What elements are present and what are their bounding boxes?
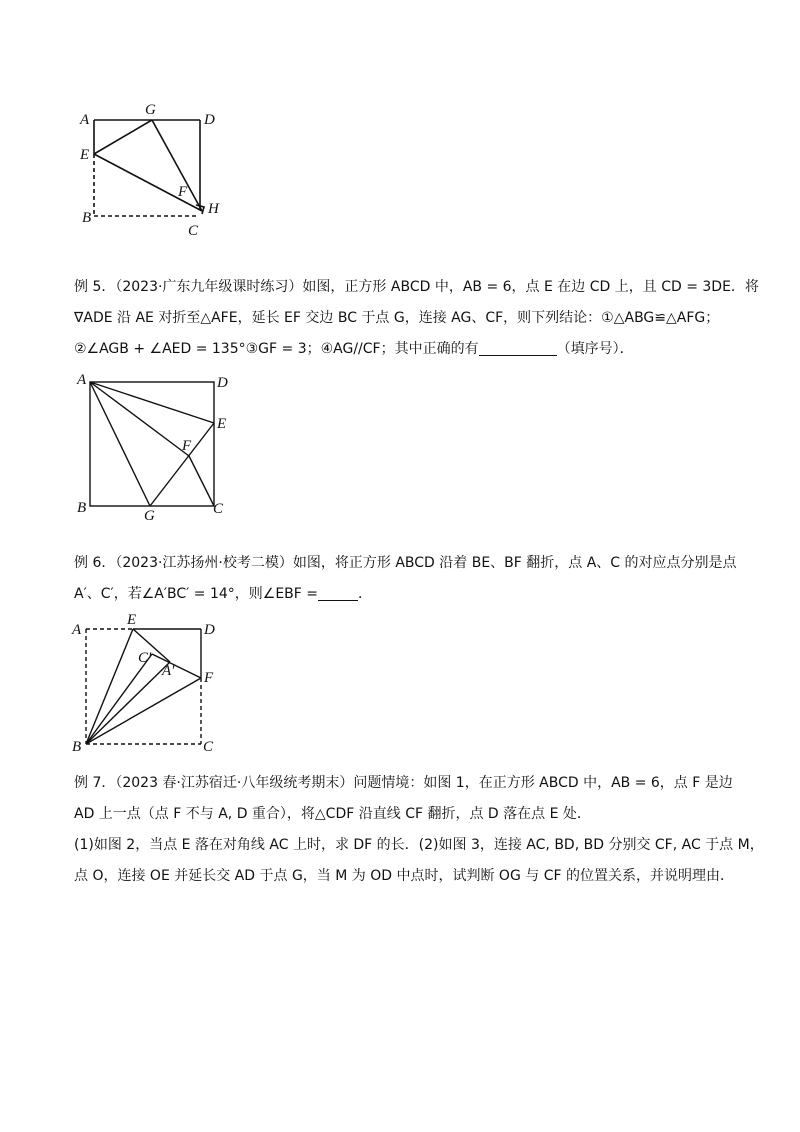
label-a: A [77, 372, 87, 388]
label-e: E [217, 416, 227, 432]
square-abcd [90, 382, 214, 506]
example-5-line-1: 例 5．（2023·广东九年级课时练习）如图，正方形 ABCD 中，AB = 6，点 E 在边 CD 上，且 CD = 3DE．将 [74, 279, 759, 295]
figure-example-5 [74, 372, 244, 522]
line-ae [90, 382, 214, 423]
example-7-line-2: AD 上一点（点 F 不与 A, D 重合），将△CDF 沿直线 CF 翻折，点 D 落在点 E 处． [74, 806, 591, 822]
label-f: F [182, 438, 192, 454]
label-b: B [77, 500, 87, 516]
example-5-text [74, 272, 759, 365]
example-6-line-2 [74, 579, 734, 610]
label-b: B [82, 210, 92, 226]
figure-top [78, 96, 228, 238]
label-d: D [217, 375, 228, 391]
label-a-prime: A′ [162, 663, 175, 679]
label-h: H [208, 201, 219, 217]
label-g: G [144, 508, 155, 524]
label-a: A [72, 622, 82, 638]
label-g: G [145, 102, 156, 118]
line-eg [150, 423, 214, 506]
label-d: D [204, 112, 215, 128]
example-7-line-1: 例 7．（2023 春·江苏宿迁·八年级统考期末）问题情境：如图 1，在正方形 ABCD 中，AB = 6，点 F 是边 [74, 775, 733, 791]
line-fc [189, 456, 214, 506]
edge-eg [94, 120, 152, 154]
line-be [86, 629, 133, 744]
label-e: E [80, 147, 90, 163]
label-f: F [178, 184, 188, 200]
line-c1f [152, 654, 201, 678]
answer-blank-6[interactable] [318, 584, 358, 601]
label-a: A [80, 112, 90, 128]
example-5-line-3-pre: ②∠AGB + ∠AED = 135°③GF = 3；④AG//CF；其中正确的有 [74, 341, 479, 357]
figure-example-6 [70, 610, 230, 755]
label-b: B [72, 739, 82, 755]
example-6-text [74, 548, 737, 610]
example-6-line-2-pre: A′、C′，若∠A′BC′ = 14°，则∠EBF = [74, 586, 319, 602]
example-6-line-2-post: ． [358, 586, 373, 602]
example-5-line-3-post: （填序号）． [556, 341, 634, 357]
label-e: E [127, 612, 137, 628]
label-d: D [204, 622, 215, 638]
example-7-text [74, 768, 764, 892]
example-5-line-3 [74, 334, 734, 365]
example-5-line-2: ∇ADE 沿 AE 对折至△AFE，延长 EF 交边 BC 于点 G，连接 AG、CF，则下列结论：①△ABG≌△AFG； [74, 310, 720, 326]
example-7-line-4: 点 O，连接 OE 并延长交 AD 于点 G，当 M 为 OD 中点时，试判断 OG 与 CF 的位置关系，并说明理由． [74, 868, 734, 884]
label-c: C [203, 739, 214, 755]
line-ag [90, 382, 150, 506]
line-bc1 [86, 654, 152, 744]
label-c-prime: C′ [138, 650, 152, 666]
label-c: C [213, 501, 224, 517]
example-7-line-3: (1)如图 2，当点 E 落在对角线 AC 上时，求 DF 的长．(2)如图 3，连接 AC, BD, BD 分别交 CF, AC 于点 M， [74, 837, 764, 853]
answer-blank-5[interactable] [479, 339, 557, 356]
label-f: F [204, 670, 214, 686]
line-af [90, 382, 189, 456]
example-6-line-1: 例 6．（2023·江苏扬州·校考二模）如图，将正方形 ABCD 沿着 BE、BF 翻折，点 A、C 的对应点分别是点 [74, 555, 737, 571]
label-c: C [188, 223, 199, 239]
